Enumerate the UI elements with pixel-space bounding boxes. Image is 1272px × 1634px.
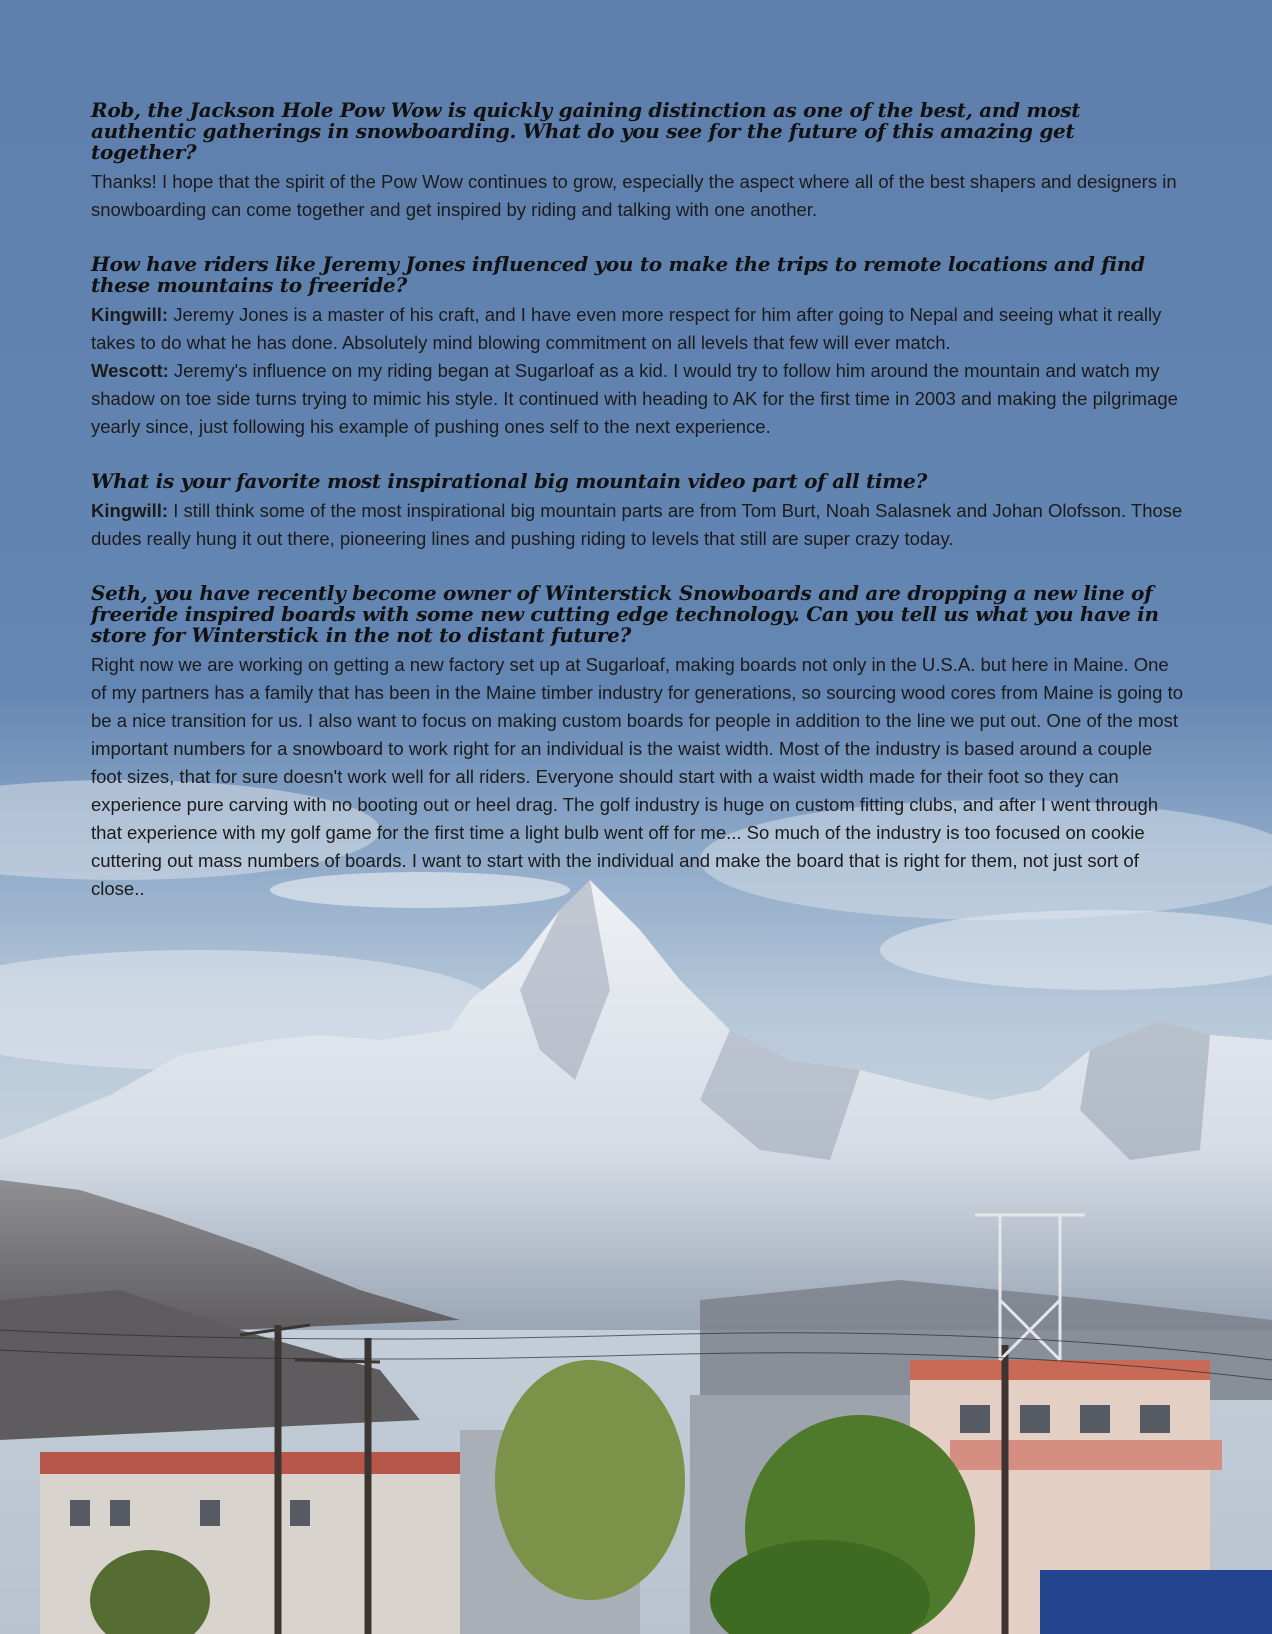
question-heading: What is your favorite most inspirational big mountain video part of all time?: [91, 469, 927, 493]
question-heading: How have riders like Jeremy Jones influenced you to make the trips to remote locations and find these mountains to freeride?: [91, 252, 1145, 297]
speaker-name: Kingwill:: [91, 500, 169, 521]
answer-paragraph: [91, 301, 1186, 357]
question-heading: Rob, the Jackson Hole Pow Wow is quickly gaining distinction as one of the best, and most authentic gatherings in snowboarding. What do you see for the future of this amazing get together?: [91, 98, 1081, 164]
answer-text: Thanks! I hope that the spirit of the Pow Wow continues to grow, especially the aspect where all of the best shapers and designers in snowboarding can come together and get inspired by riding and talking with one another.: [91, 171, 1177, 220]
speaker-name: Wescott:: [91, 360, 169, 381]
answer-text: Jeremy Jones is a master of his craft, and I have even more respect for him after going to Nepal and seeing what it really takes to do what he has done. Absolutely mind blowing commitment on all levels that few will ever match.: [91, 304, 1162, 353]
interview-block: [91, 471, 1186, 553]
question-heading: Seth, you have recently become owner of Winterstick Snowboards and are dropping a new line of freeride inspired boards with some new cutting edge technology. Can you tell us what you have in store for Winterstick in the not to distant future?: [91, 581, 1159, 647]
interview-block: [91, 254, 1186, 441]
interview-block: [91, 100, 1186, 224]
interview-article: [91, 100, 1186, 933]
answer-text: Jeremy's influence on my riding began at Sugarloaf as a kid. I would try to follow him around the mountain and watch my shadow on toe side turns trying to mimic his style. It continued with heading to AK for the first time in 2003 and making the pilgrimage yearly since, just following his example of pushing ones self to the next experience.: [91, 360, 1178, 437]
answer-paragraph: [91, 651, 1186, 903]
answer-text: I still think some of the most inspirational big mountain parts are from Tom Burt, Noah Salasnek and Johan Olofsson. Those dudes really hung it out there, pioneering lines and pushing riding to levels that still are super crazy today.: [91, 500, 1183, 549]
speaker-name: Kingwill:: [91, 304, 169, 325]
interview-block: [91, 583, 1186, 903]
answer-paragraph: [91, 168, 1186, 224]
answer-paragraph: [91, 497, 1186, 553]
answer-text: Right now we are working on getting a new factory set up at Sugarloaf, making boards not only in the U.S.A. but here in Maine. One of my partners has a family that has been in the Maine timber industry for generations, so sourcing wood cores from Maine is going to be a nice transition for us. I also want to focus on making custom boards for people in addition to the line we put out. One of the most important numbers for a snowboard to work right for an individual is the waist width. Most of the industry is based around a couple foot sizes, that for sure doesn't work well for all riders. Everyone should start with a waist width made for their foot so they can experience pure carving with no booting out or heel drag. The golf industry is huge on custom fitting clubs, and after I went through that experience with my golf game for the first time a light bulb went off for me... So much of the industry is too focused on cookie cuttering out mass numbers of boards. I want to start with the individual and make the board that is right for them, not just sort of close..: [91, 654, 1184, 899]
answer-paragraph: [91, 357, 1186, 441]
